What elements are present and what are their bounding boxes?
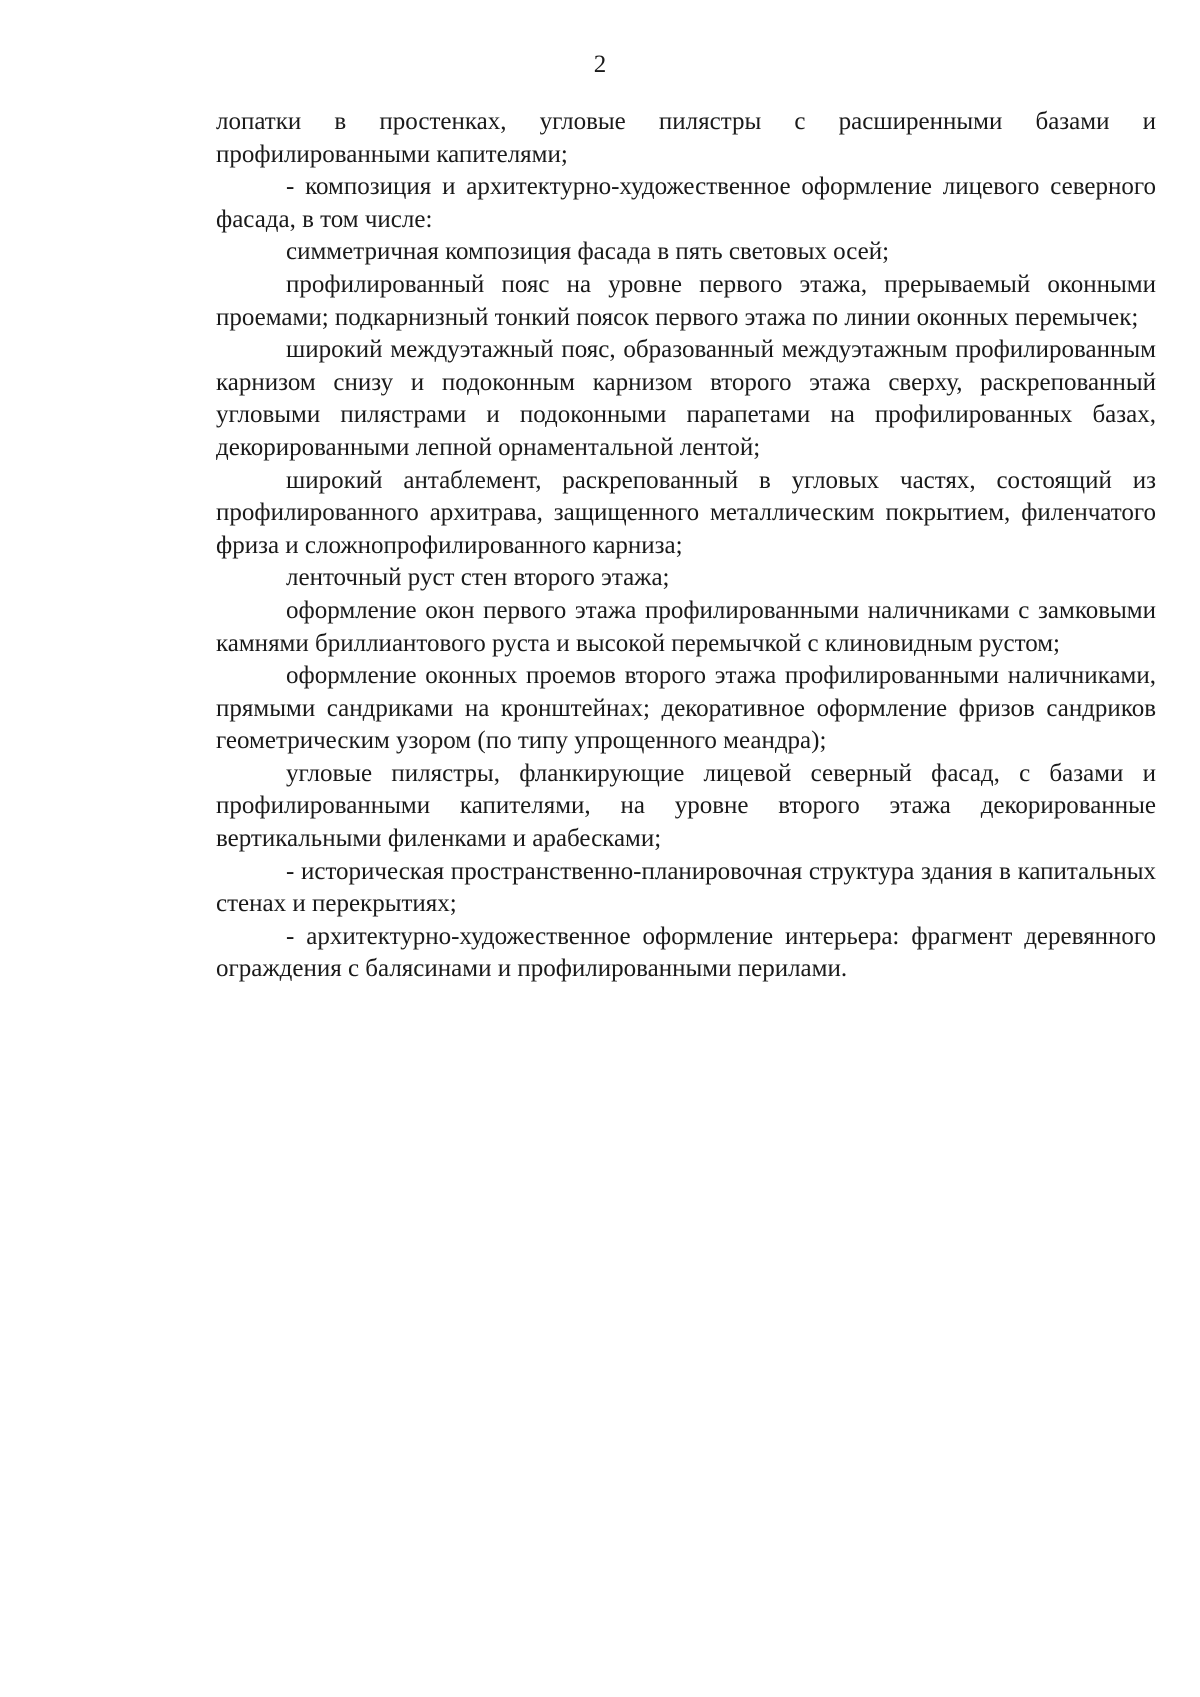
paragraph: оформление окон первого этажа профилированными наличниками с замковыми камнями бриллиантового руста и высокой перемычкой с клиновидным рустом;: [216, 596, 1156, 657]
paragraph: - композиция и архитектурно-художественное оформление лицевого северного фасада, в том числе:: [216, 173, 1156, 233]
paragraph: широкий междуэтажный пояс, образованный междуэтажным профилированным карнизом снизу и подоконным карнизом второго этажа сверху, раскрепованный угловыми пилястрами и подоконными парапетами на профилированных базах, декорированными лепной орнаментальной лентой;: [216, 336, 1156, 461]
paragraph: ленточный руст стен второго этажа;: [286, 564, 670, 592]
page-number: 2: [593, 51, 607, 78]
paragraph: угловые пилястры, фланкирующие лицевой северный фасад, с базами и профилированными капителями, на уровне второго этажа декорированные вертикальными филенками и арабесками;: [216, 759, 1156, 853]
paragraph: - архитектурно-художественное оформление интерьера: фрагмент деревянного ограждения с балясинами и профилированными перилами.: [216, 922, 1156, 983]
paragraph: лопатки в простенках, угловые пилястры с расширенными базами и профилированными капителями;: [216, 108, 1156, 168]
paragraph: - историческая пространственно-планировочная структура здания в капитальных стенах и перекрытиях;: [216, 857, 1156, 918]
paragraph: профилированный пояс на уровне первого этажа, прерываемый оконными проемами; подкарнизный тонкий поясок первого этажа по линии оконных перемычек;: [216, 270, 1156, 331]
paragraph: широкий антаблемент, раскрепованный в угловых частях, состоящий из профилированного архитрава, защищенного металлическим покрытием, филенчатого фриза и сложнопрофилированного карниза;: [216, 466, 1156, 559]
paragraph: оформление оконных проемов второго этажа профилированными наличниками, прямыми сандриками на кронштейнах; декоративное оформление фризов сандриков геометрическим узором (по типу упрощенного меандра);: [216, 662, 1156, 755]
paragraph: симметричная композиция фасада в пять световых осей;: [286, 238, 890, 266]
document-body: [216, 106, 1156, 986]
